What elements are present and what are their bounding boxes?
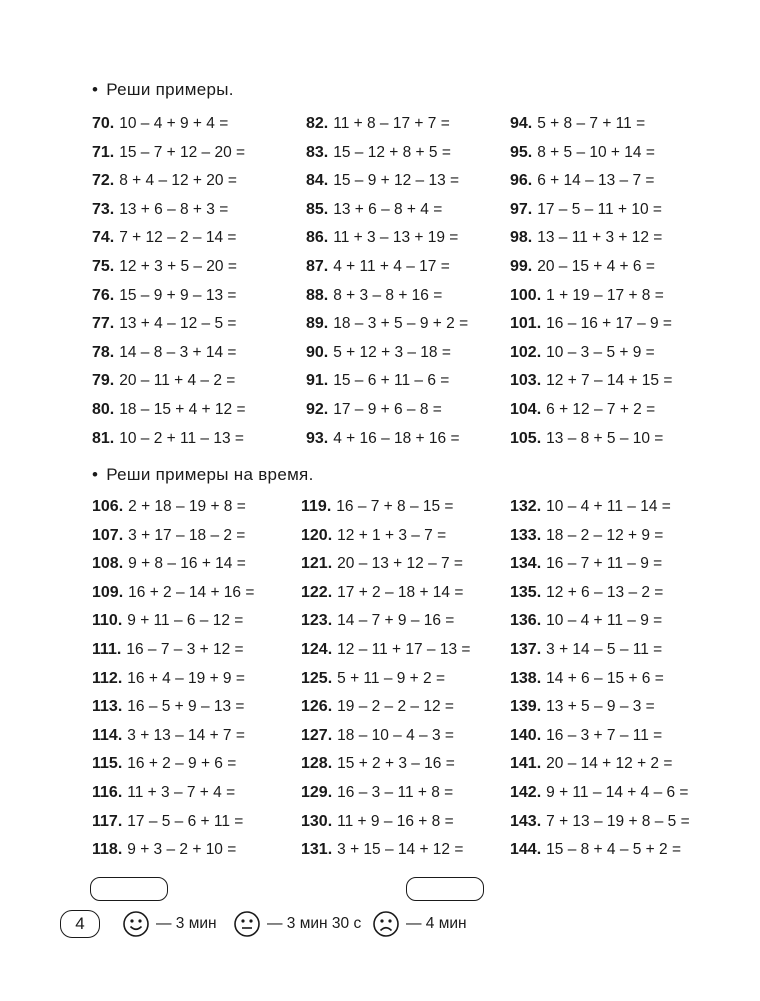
problem-item: [92, 554, 246, 574]
problem-expression: 11 + 9 – 16 + 8 =: [337, 812, 454, 830]
problem-item: [92, 257, 237, 277]
problem-number: 110.: [92, 612, 123, 630]
problem-item: [510, 583, 663, 603]
problem-expression: 12 + 1 + 3 – 7 =: [337, 526, 447, 544]
problem-number: 103.: [510, 372, 542, 390]
problem-number: 96.: [510, 172, 533, 190]
problem-number: 124.: [301, 641, 333, 658]
problem-expression: 14 – 8 – 3 + 14 =: [119, 343, 237, 361]
problem-item: [510, 812, 690, 832]
problem-expression: 12 + 6 – 13 – 2 =: [546, 583, 664, 601]
problem-number: 90.: [306, 343, 329, 361]
problem-item: [306, 343, 451, 363]
problem-number: 140.: [510, 726, 542, 744]
bullet-icon: •: [92, 465, 99, 484]
problem-number: 136.: [510, 612, 542, 630]
problem-item: [510, 640, 662, 660]
problem-item: [306, 114, 450, 134]
problem-expression: 15 – 8 + 4 – 5 + 2 =: [546, 841, 682, 859]
problem-item: [92, 669, 245, 689]
problem-expression: 14 – 7 + 9 – 16 =: [337, 612, 455, 630]
problem-number: 121.: [301, 555, 333, 573]
problem-number: 73.: [92, 200, 115, 218]
problem-number: 112.: [92, 669, 123, 687]
problem-number: 70.: [92, 115, 115, 132]
problem-number: 138.: [510, 669, 542, 687]
problem-expression: 3 + 13 – 14 + 7 =: [127, 726, 245, 744]
timing-neutral: [233, 909, 361, 939]
problem-number: 134.: [510, 555, 542, 573]
problem-number: 131.: [301, 841, 333, 859]
problem-item: [92, 286, 236, 306]
problem-number: 107.: [92, 526, 124, 544]
problem-number: 119.: [301, 498, 332, 515]
problem-expression: 4 + 11 + 4 – 17 =: [333, 258, 450, 275]
problem-number: 139.: [510, 698, 542, 716]
problem-expression: 8 + 3 – 8 + 16 =: [333, 286, 443, 304]
problem-item: [92, 143, 245, 163]
answer-box-score[interactable]: [406, 877, 484, 901]
problem-item: [510, 343, 655, 363]
problem-expression: 20 – 15 + 4 + 6 =: [537, 258, 655, 275]
page-number: 4: [60, 910, 100, 938]
problem-expression: 16 – 3 + 7 – 11 =: [546, 726, 663, 744]
problem-item: [92, 726, 245, 746]
problem-number: 108.: [92, 555, 124, 573]
timing-label: — 3 мин: [156, 915, 217, 932]
problem-number: 142.: [510, 784, 542, 801]
problem-item: [301, 611, 454, 631]
problem-expression: 17 – 5 – 11 + 10 =: [537, 200, 662, 218]
problem-number: 122.: [301, 583, 333, 601]
problem-item: [510, 697, 655, 717]
problem-expression: 15 – 12 + 8 + 5 =: [333, 143, 451, 161]
problem-number: 85.: [306, 200, 329, 218]
problem-item: [510, 526, 663, 546]
problem-item: [510, 400, 655, 420]
problem-expression: 16 + 4 – 19 + 9 =: [127, 669, 245, 687]
problem-number: 115.: [92, 755, 123, 773]
problem-item: [510, 371, 672, 391]
problem-item: [92, 611, 243, 631]
problem-number: 118.: [92, 841, 123, 859]
problem-number: 97.: [510, 200, 533, 218]
instruction-text: Реши примеры на время.: [106, 465, 314, 484]
instruction-section-2: [92, 465, 314, 485]
problem-item: [510, 554, 662, 574]
instruction-text: Реши примеры.: [106, 80, 234, 99]
problem-item: [92, 200, 228, 220]
problem-item: [306, 171, 459, 191]
problem-expression: 18 – 3 + 5 – 9 + 2 =: [333, 315, 469, 333]
problem-item: [510, 726, 662, 746]
neutral-face-icon: [233, 910, 261, 938]
problem-number: 144.: [510, 841, 542, 859]
problem-item: [92, 371, 235, 391]
problem-item: [92, 228, 236, 248]
problem-number: 95.: [510, 143, 533, 161]
problem-item: [301, 554, 463, 574]
problem-item: [301, 583, 463, 603]
problem-number: 127.: [301, 726, 333, 744]
problem-expression: 13 – 8 + 5 – 10 =: [546, 429, 664, 447]
problem-expression: 10 – 4 + 9 + 4 =: [119, 115, 229, 132]
problem-expression: 18 – 2 – 12 + 9 =: [546, 526, 664, 544]
problem-expression: 11 + 8 – 17 + 7 =: [333, 115, 450, 132]
problem-item: [301, 840, 463, 860]
problem-expression: 10 – 3 – 5 + 9 =: [546, 343, 655, 361]
problem-item: [510, 143, 655, 163]
problem-number: 117.: [92, 812, 123, 830]
problem-number: 83.: [306, 143, 329, 161]
problem-item: [510, 228, 662, 248]
problem-number: 81.: [92, 429, 115, 447]
problem-expression: 20 – 13 + 12 – 7 =: [337, 555, 463, 573]
problem-item: [92, 526, 245, 546]
problem-number: 87.: [306, 258, 329, 275]
problem-number: 79.: [92, 372, 115, 390]
problem-item: [301, 526, 446, 546]
problem-item: [92, 812, 243, 832]
problem-expression: 16 – 7 – 3 + 12 =: [126, 641, 244, 658]
problem-expression: 3 + 14 – 5 – 11 =: [546, 641, 663, 658]
problem-expression: 7 + 13 – 19 + 8 – 5 =: [546, 812, 690, 830]
problem-item: [306, 143, 451, 163]
problem-expression: 20 – 14 + 12 + 2 =: [546, 755, 673, 773]
problem-item: [92, 640, 244, 660]
problem-number: 88.: [306, 286, 329, 304]
problem-expression: 17 + 2 – 18 + 14 =: [337, 583, 464, 601]
problem-expression: 1 + 19 – 17 + 8 =: [546, 286, 664, 304]
timing-label: — 3 мин 30 с: [267, 915, 362, 932]
problem-expression: 20 – 11 + 4 – 2 =: [119, 372, 236, 390]
problem-number: 82.: [306, 115, 329, 132]
problem-expression: 16 + 2 – 9 + 6 =: [127, 755, 237, 773]
problem-item: [510, 200, 662, 220]
problem-number: 94.: [510, 115, 533, 132]
problem-expression: 12 + 3 + 5 – 20 =: [119, 258, 237, 275]
problem-item: [92, 783, 235, 803]
timing-happy: [122, 909, 217, 939]
problem-expression: 5 + 8 – 7 + 11 =: [537, 115, 646, 132]
problem-item: [510, 114, 645, 134]
problem-item: [92, 343, 236, 363]
problem-item: [510, 611, 662, 631]
problem-expression: 17 – 9 + 6 – 8 =: [333, 401, 442, 418]
problem-number: 143.: [510, 812, 542, 830]
problem-item: [306, 314, 468, 334]
problem-number: 100.: [510, 286, 542, 304]
problem-item: [510, 669, 664, 689]
problem-number: 101.: [510, 315, 542, 333]
problem-number: 105.: [510, 429, 542, 447]
problem-number: 77.: [92, 315, 115, 333]
problem-expression: 13 – 11 + 3 + 12 =: [537, 229, 663, 247]
problem-expression: 9 + 11 – 14 + 4 – 6 =: [546, 784, 689, 801]
problem-number: 125.: [301, 669, 333, 687]
problem-number: 129.: [301, 784, 333, 801]
problem-number: 128.: [301, 755, 333, 773]
problem-expression: 6 + 12 – 7 + 2 =: [546, 401, 656, 418]
timing-label: — 4 мин: [406, 915, 467, 932]
problem-number: 106.: [92, 498, 124, 515]
problem-number: 78.: [92, 343, 115, 361]
problem-number: 74.: [92, 229, 115, 247]
sad-face-icon: [372, 910, 400, 938]
problem-item: [301, 783, 453, 803]
problem-expression: 15 + 2 + 3 – 16 =: [337, 755, 455, 773]
problem-expression: 13 + 4 – 12 – 5 =: [119, 315, 237, 333]
problem-item: [510, 257, 655, 277]
problem-expression: 8 + 4 – 12 + 20 =: [119, 172, 237, 190]
problem-expression: 16 – 3 – 11 + 8 =: [337, 784, 454, 801]
problem-expression: 3 + 15 – 14 + 12 =: [337, 841, 464, 859]
problem-number: 116.: [92, 784, 123, 801]
problem-number: 72.: [92, 172, 115, 190]
problem-number: 84.: [306, 172, 329, 190]
problem-number: 132.: [510, 498, 542, 515]
problem-expression: 15 – 9 + 12 – 13 =: [333, 172, 460, 190]
problem-number: 86.: [306, 229, 329, 247]
problem-expression: 11 + 3 – 13 + 19 =: [333, 229, 459, 247]
problem-expression: 16 – 7 + 11 – 9 =: [546, 555, 663, 573]
problem-expression: 12 + 7 – 14 + 15 =: [546, 372, 673, 390]
problem-number: 137.: [510, 641, 542, 658]
problem-item: [306, 400, 442, 420]
problem-number: 71.: [92, 143, 115, 161]
problem-item: [510, 497, 671, 517]
problem-number: 99.: [510, 258, 533, 275]
problem-expression: 5 + 11 – 9 + 2 =: [337, 669, 446, 687]
problem-number: 141.: [510, 755, 542, 773]
problem-item: [92, 754, 236, 774]
problem-expression: 16 – 7 + 8 – 15 =: [336, 498, 454, 515]
problem-number: 75.: [92, 258, 115, 275]
problem-item: [92, 497, 246, 517]
problem-item: [306, 371, 449, 391]
problem-expression: 16 + 2 – 14 + 16 =: [128, 583, 255, 601]
problem-item: [92, 171, 237, 191]
happy-face-icon: [122, 910, 150, 938]
problem-number: 91.: [306, 372, 329, 390]
problem-expression: 9 + 11 – 6 – 12 =: [127, 612, 244, 630]
problem-item: [92, 429, 244, 449]
problem-number: 120.: [301, 526, 333, 544]
problem-item: [301, 726, 454, 746]
problem-expression: 7 + 12 – 2 – 14 =: [119, 229, 237, 247]
problem-number: 93.: [306, 429, 329, 447]
problem-item: [92, 400, 246, 420]
problem-expression: 17 – 5 – 6 + 11 =: [127, 812, 244, 830]
problem-expression: 8 + 5 – 10 + 14 =: [537, 143, 655, 161]
problem-number: 114.: [92, 726, 123, 744]
problem-item: [301, 812, 454, 832]
problem-expression: 4 + 16 – 18 + 16 =: [333, 429, 460, 447]
problem-number: 89.: [306, 315, 329, 333]
problem-expression: 15 – 7 + 12 – 20 =: [119, 143, 246, 161]
problem-expression: 10 – 4 + 11 – 9 =: [546, 612, 663, 630]
problem-expression: 5 + 12 + 3 – 18 =: [333, 343, 451, 361]
problem-item: [301, 669, 445, 689]
problem-number: 102.: [510, 343, 542, 361]
problem-expression: 12 – 11 + 17 – 13 =: [337, 641, 471, 658]
problem-expression: 18 – 15 + 4 + 12 =: [119, 401, 246, 418]
problem-expression: 9 + 8 – 16 + 14 =: [128, 555, 246, 573]
problem-expression: 10 – 4 + 11 – 14 =: [546, 498, 671, 515]
problem-item: [306, 257, 450, 277]
problem-item: [92, 314, 236, 334]
problem-number: 113.: [92, 698, 123, 716]
problem-expression: 16 – 16 + 17 – 9 =: [546, 315, 672, 333]
problem-item: [510, 754, 672, 774]
problem-item: [510, 286, 664, 306]
problem-number: 130.: [301, 812, 333, 830]
bullet-icon: •: [92, 80, 99, 99]
problem-item: [510, 783, 689, 803]
problem-number: 123.: [301, 612, 333, 630]
problem-expression: 13 + 6 – 8 + 4 =: [333, 200, 443, 218]
problem-number: 76.: [92, 286, 115, 304]
problem-expression: 16 – 5 + 9 – 13 =: [127, 698, 245, 716]
problem-expression: 2 + 18 – 19 + 8 =: [128, 498, 246, 515]
problem-number: 111.: [92, 641, 122, 658]
problem-item: [301, 754, 455, 774]
problem-expression: 3 + 17 – 18 – 2 =: [128, 526, 246, 544]
problem-item: [306, 228, 458, 248]
problem-item: [510, 171, 654, 191]
problem-expression: 9 + 3 – 2 + 10 =: [127, 841, 237, 859]
problem-expression: 11 + 3 – 7 + 4 =: [127, 784, 236, 801]
problem-item: [92, 114, 228, 134]
problem-expression: 18 – 10 – 4 – 3 =: [337, 726, 454, 744]
problem-number: 98.: [510, 229, 533, 247]
problem-item: [510, 429, 663, 449]
problem-expression: 13 + 6 – 8 + 3 =: [119, 200, 229, 218]
problem-item: [92, 840, 236, 860]
problem-item: [306, 286, 442, 306]
problem-expression: 10 – 2 + 11 – 13 =: [119, 429, 244, 447]
problem-item: [510, 314, 672, 334]
problem-expression: 19 – 2 – 2 – 12 =: [337, 698, 454, 716]
problem-expression: 6 + 14 – 13 – 7 =: [537, 172, 655, 190]
problem-expression: 13 + 5 – 9 – 3 =: [546, 698, 655, 716]
problem-item: [301, 497, 453, 517]
timing-sad: [372, 909, 467, 939]
problem-item: [510, 840, 681, 860]
problem-expression: 15 – 6 + 11 – 6 =: [333, 372, 450, 390]
problem-number: 104.: [510, 401, 542, 418]
problem-number: 135.: [510, 583, 542, 601]
problem-number: 109.: [92, 583, 124, 601]
problem-item: [306, 200, 442, 220]
problem-expression: 15 – 9 + 9 – 13 =: [119, 286, 237, 304]
problem-expression: 14 + 6 – 15 + 6 =: [546, 669, 664, 687]
problem-number: 80.: [92, 401, 115, 418]
problem-number: 133.: [510, 526, 542, 544]
problem-number: 92.: [306, 401, 329, 418]
problem-item: [301, 640, 470, 660]
problem-item: [92, 583, 254, 603]
problem-item: [92, 697, 244, 717]
answer-box-time[interactable]: [90, 877, 168, 901]
instruction-section-1: [92, 80, 234, 100]
problem-item: [306, 429, 460, 449]
problem-item: [301, 697, 454, 717]
problem-number: 126.: [301, 698, 333, 716]
